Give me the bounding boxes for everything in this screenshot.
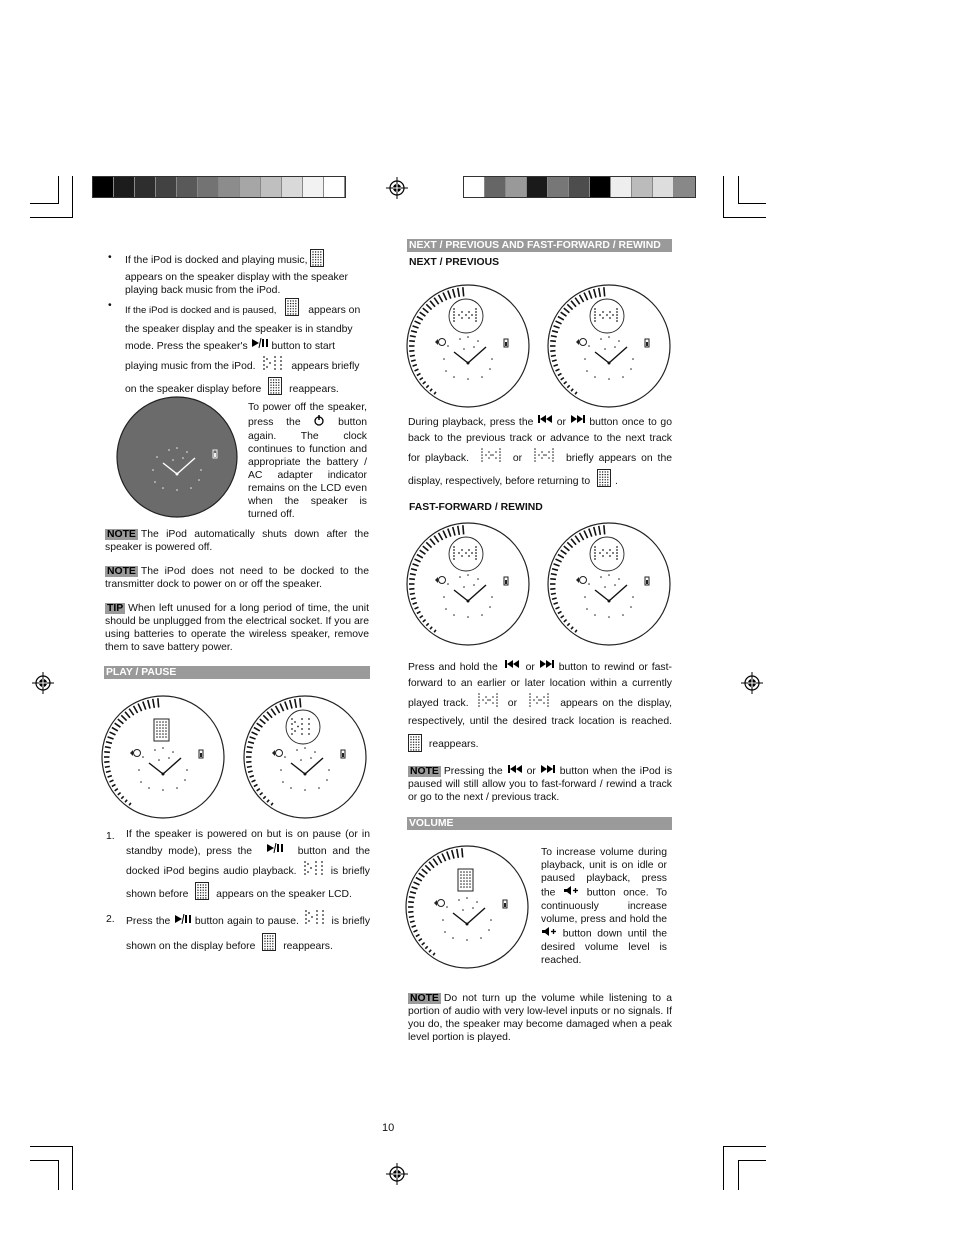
ff-text-f: reappears. — [428, 738, 479, 750]
step-number: 1. — [106, 831, 115, 842]
bullet-dot: • — [108, 252, 112, 263]
play-pause-step-2 — [106, 909, 370, 959]
color-swatch — [93, 177, 114, 197]
speaker-display-off-illustration — [115, 395, 239, 519]
volume-text-c: button down until the desired volume level is reached. — [541, 928, 668, 966]
note-dock-not-required — [105, 565, 369, 591]
play-pause-button-icon — [251, 338, 269, 354]
previous-button-icon — [537, 414, 553, 430]
bullet-paused-text-e: reappears. — [289, 383, 339, 395]
next-previous-paragraph — [408, 414, 672, 493]
play-display-icon — [262, 355, 284, 377]
subheading-fast-forward-rewind: FAST-FORWARD / REWIND — [409, 502, 543, 513]
step2-text-d: reappears. — [283, 940, 333, 952]
color-swatch — [674, 177, 695, 197]
bullet-paused-text-b: appears on the speaker display and the speaker is in standby mode. Press the speaker's — [125, 304, 361, 352]
fast-forward-button-icon — [539, 659, 555, 675]
color-swatch — [324, 177, 345, 197]
rewind-display-icon — [477, 692, 499, 714]
bullet-paused-text-c: button to start playing music from the iPod. — [125, 340, 336, 372]
color-swatch — [156, 177, 177, 197]
color-swatch — [219, 177, 240, 197]
play-display-icon — [310, 249, 324, 271]
fast-forward-rewind-paragraph — [408, 659, 672, 758]
volume-text-b: button once. To continuously increase volume, press and hold the — [541, 887, 668, 925]
np-text-b: or — [556, 416, 566, 428]
tip-label: TIP — [107, 603, 124, 614]
power-off-text-b: button again. The clock continues to function and appropriate the battery / AC adapter indicator remains on the LCD even when the speaker is turned off. — [248, 416, 367, 520]
color-swatch — [590, 177, 611, 197]
color-calibration-bar-right — [463, 176, 696, 198]
color-swatch — [240, 177, 261, 197]
color-swatch — [282, 177, 303, 197]
ff-text-d: or — [507, 697, 518, 709]
speaker-display-previous-illustration — [405, 283, 531, 409]
bullet-playing-text-a: If the iPod is docked and playing music, — [125, 254, 308, 266]
color-swatch — [632, 177, 653, 197]
pause-display-icon — [285, 298, 299, 322]
speaker-display-volume-illustration — [404, 844, 530, 970]
note-label: NOTE — [107, 566, 136, 577]
play-pause-step-1 — [106, 827, 370, 906]
bullet-paused-text-a: If the iPod is docked and is paused, — [125, 304, 277, 316]
play-pause-button-icon — [266, 843, 284, 859]
color-swatch — [548, 177, 569, 197]
registration-mark-right-icon — [741, 672, 763, 694]
tip-text: When left unused for a long period of time, the unit should be unplugged from the electrical socket. If you are using batteries to operate the wireless speaker, remove them to save battery power. — [105, 603, 369, 653]
color-swatch — [261, 177, 282, 197]
power-off-text-a: To power off the speaker, press the — [248, 402, 367, 428]
color-swatch — [527, 177, 548, 197]
note-label: NOTE — [107, 529, 136, 540]
step2-text-b: button again to pause. — [194, 915, 299, 927]
pause-display-icon — [268, 377, 282, 401]
note-auto-shutdown — [105, 528, 369, 554]
color-swatch — [653, 177, 674, 197]
rewind-button-icon — [504, 659, 520, 675]
note-paused-ff-rewind — [408, 764, 672, 804]
color-swatch — [177, 177, 198, 197]
color-swatch — [464, 177, 485, 197]
next-display-icon — [533, 447, 555, 469]
registration-mark-top-icon — [386, 177, 408, 199]
speaker-display-paused-illustration — [100, 694, 226, 820]
play-display-icon — [303, 860, 325, 882]
color-swatch — [485, 177, 506, 197]
note-label: NOTE — [410, 765, 439, 777]
np-text-d: or — [512, 452, 523, 464]
note3-text-b: or — [526, 765, 536, 777]
tip-unplug — [105, 602, 369, 654]
section-header-next-previous-ff-rewind: NEXT / PREVIOUS AND FAST-FORWARD / REWIND — [407, 239, 672, 252]
color-swatch — [611, 177, 632, 197]
registration-mark-left-icon — [32, 672, 54, 694]
section-header-volume: VOLUME — [407, 817, 672, 830]
previous-button-icon — [507, 764, 523, 778]
volume-text-a: To increase volume during playback, unit is on idle or paused playback, press the — [541, 847, 667, 899]
bullet-dot: • — [108, 300, 112, 311]
step2-text-a: Press the — [126, 915, 171, 927]
volume-up-button-icon — [563, 885, 579, 900]
bullet-paused — [108, 298, 370, 401]
play-pause-button-icon — [174, 911, 192, 932]
page-number: 10 — [382, 1122, 395, 1134]
step1-text-c: is briefly shown before — [126, 865, 370, 900]
ff-text-a: Press and hold the — [408, 661, 498, 673]
np-text-f: . — [615, 475, 618, 487]
step2-text-c: is briefly shown on the display before — [126, 915, 371, 952]
fast-forward-display-icon — [528, 692, 550, 714]
registration-mark-bottom-icon — [386, 1163, 408, 1185]
color-swatch — [506, 177, 527, 197]
step1-text-b: button and the docked iPod begins audio playback. — [126, 845, 371, 877]
note-label: NOTE — [410, 993, 439, 1004]
ff-text-b: or — [525, 661, 535, 673]
pause-display-icon — [408, 734, 422, 758]
speaker-display-fast-forward-illustration — [546, 521, 672, 647]
np-text-a: During playback, press the — [408, 416, 534, 428]
bullet-playing-text-b: appears on the speaker display with the speaker playing back music from the iPod. — [125, 272, 348, 296]
step1-text-d: appears on the speaker LCD. — [216, 888, 352, 900]
note-text: Do not turn up the volume while listening to a portion of audio with very low-level inputs or no signals. If you do, the speaker may become damaged when a peak level portion is played. — [408, 993, 672, 1043]
note-text: The iPod automatically shuts down after the speaker is powered off. — [105, 529, 369, 553]
color-swatch — [198, 177, 219, 197]
np-text-e: briefly appears on the display, respectively, before returning to — [408, 452, 673, 487]
bullet-paused-text-d: appears briefly on the speaker display before — [125, 360, 360, 395]
color-calibration-bar-left — [92, 176, 346, 198]
volume-paragraph — [541, 846, 667, 967]
next-button-icon — [570, 414, 586, 430]
color-swatch — [114, 177, 135, 197]
note3-text-c: button when the iPod is paused will still allow you to fast-forward / rewind a track or go to the next / previous track. — [408, 765, 673, 803]
note-volume-warning — [408, 992, 672, 1044]
color-swatch — [569, 177, 590, 197]
step1-text-a: If the speaker is powered on but is on pause (or in standby mode), press the — [126, 829, 370, 857]
step-number: 2. — [106, 914, 115, 925]
speaker-display-rewind-illustration — [405, 521, 531, 647]
note3-text-a: Pressing the — [443, 765, 503, 777]
pause-display-icon — [195, 882, 209, 906]
pause-display-icon — [262, 933, 276, 959]
subheading-next-previous: NEXT / PREVIOUS — [409, 257, 500, 268]
speaker-display-playing-illustration — [242, 694, 368, 820]
ff-text-e: appears on the display, respectively, until the desired track location is reached. — [408, 697, 673, 727]
note-text: The iPod does not need to be docked to the transmitter dock to power on or off the speaker. — [105, 566, 369, 590]
previous-display-icon — [480, 447, 502, 469]
speaker-display-next-illustration — [546, 283, 672, 409]
bullet-playing — [108, 249, 370, 297]
volume-up-button-icon — [541, 926, 557, 941]
np-text-c: button once to go back to the previous track or advance to the next track for playback. — [408, 416, 672, 464]
color-swatch — [303, 177, 324, 197]
play-display-icon — [304, 909, 326, 933]
pause-display-icon — [597, 469, 611, 493]
power-off-paragraph — [248, 401, 367, 521]
next-button-icon — [540, 764, 556, 778]
color-swatch — [135, 177, 156, 197]
power-button-icon — [313, 414, 325, 430]
section-header-play-pause: PLAY / PAUSE — [104, 666, 370, 679]
ff-text-c: button to rewind or fast-forward to an earlier or later location within a currently played track. — [408, 661, 672, 709]
